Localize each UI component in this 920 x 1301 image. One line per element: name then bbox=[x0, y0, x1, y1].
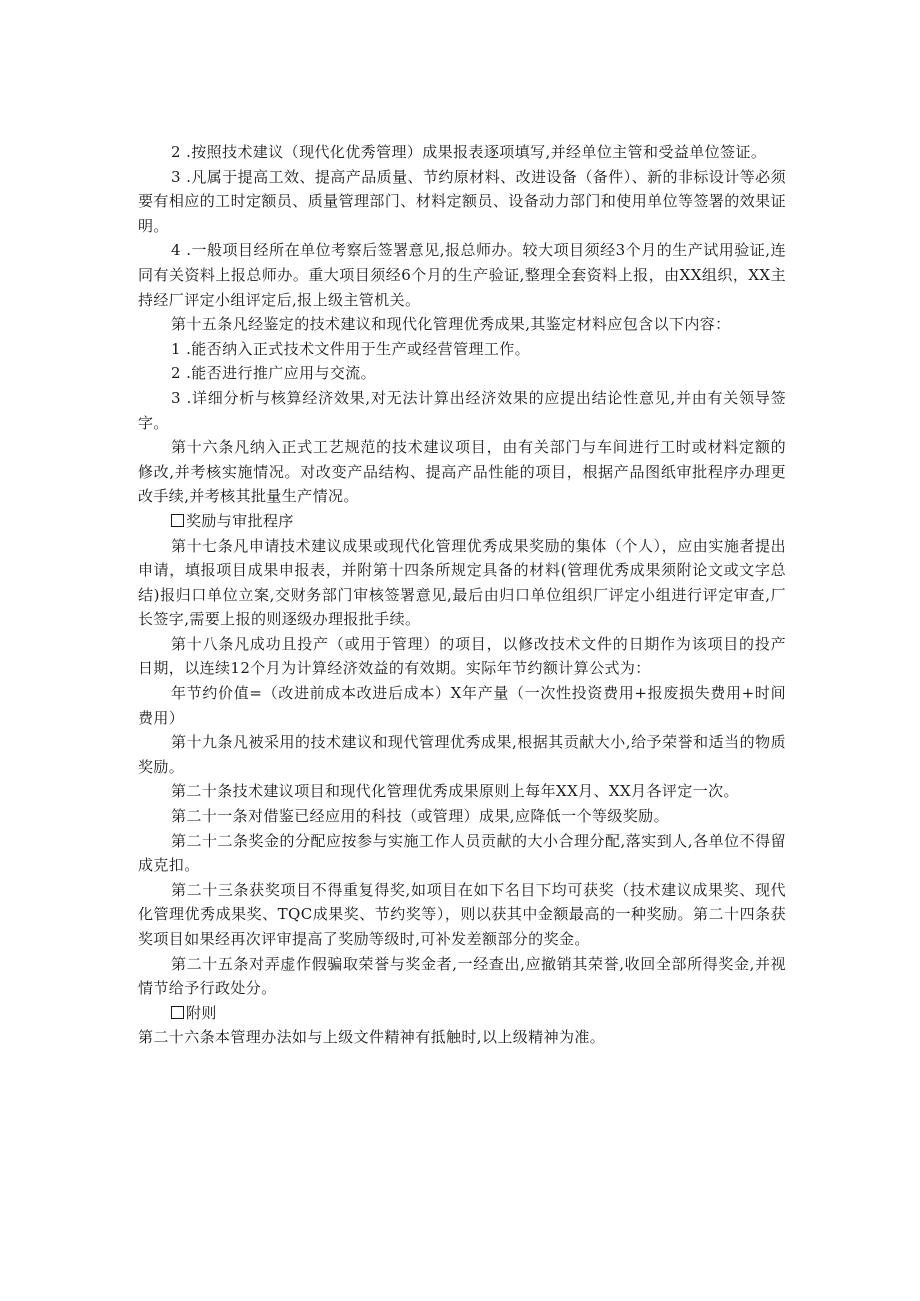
paragraph: 第十六条凡纳入正式工艺规范的技术建议项目，由有关部门与车间进行工时或材料定额的修改,并考核实施情况。对改变产品结构、提高产品性能的项目，根据产品图纸审批程序办理更改手续,并考核其批量生产情况。 bbox=[138, 438, 786, 506]
section-heading-appendix bbox=[138, 1001, 786, 1026]
formula-paragraph: 年节约价值=（改进前成本改进后成本）X年产量（一次性投资费用+报废损失费用+时间费用） bbox=[138, 684, 786, 727]
paragraph: 第二十条技术建议项目和现代化管理优秀成果原则上每年XX月、XX月各评定一次。 bbox=[171, 782, 739, 801]
paragraph: 第十八条凡成功且投产（或用于管理）的项目，以修改技术文件的日期作为该项目的投产日期，以连续12个月为计算经济效益的有效期。实际年节约额计算公式为： bbox=[138, 634, 786, 678]
paragraph: 3 .凡属于提高工效、提高产品质量、节约原材料、改进设备（备件）、新的非标设计等必须要有相应的工时定额员、质量管理部门、材料定额员、设备动力部门和使用单位等签署的效果证明。 bbox=[138, 167, 786, 235]
section-heading-text: 奖励与审批程序 bbox=[186, 511, 294, 530]
paragraph: 第二十五条对弄虚作假骗取荣誉与奖金者,一经查出,应撤销其荣誉,收回全部所得奖金,并视情节给予行政处分。 bbox=[138, 954, 786, 998]
checkbox-square-icon bbox=[171, 1006, 184, 1019]
final-paragraph: 第二十六条本管理办法如与上级文件精神有抵触时,以上级精神为准。 bbox=[138, 1028, 606, 1047]
paragraph: 3 .详细分析与核算经济效果,对无法计算出经济效果的应提出结论性意见,并由有关领导签字。 bbox=[138, 388, 786, 432]
paragraph: 第十九条凡被采用的技术建议和现代管理优秀成果,根据其贡献大小,给予荣誉和适当的物质奖励。 bbox=[138, 733, 786, 776]
paragraph: 2 .按照技术建议（现代化优秀管理）成果报表逐项填写,并经单位主管和受益单位签证。 bbox=[171, 143, 767, 161]
section-heading-text: 附则 bbox=[186, 1003, 217, 1022]
paragraph: 第二十三条获奖项目不得重复得奖,如项目在如下名目下均可获奖（技术建议成果奖、现代化管理优秀成果奖、TQC成果奖、节约奖等），则以获其中金额最高的一种奖励。第二十四条获奖项目如果经再次评审提高了奖励等级时,可补发差额部分的奖金。 bbox=[138, 880, 786, 948]
paragraph: 2 .能否进行推广应用与交流。 bbox=[171, 364, 377, 383]
paragraph: 第十五条凡经鉴定的技术建议和现代化管理优秀成果,其鉴定材料应包含以下内容： bbox=[171, 315, 731, 334]
paragraph: 4 .一般项目经所在单位考察后签署意见,报总师办。较大项目须经3个月的生产试用验证,连同有关资料上报总师办。重大项目须经6个月的生产验证,整理全套资料上报，由XX组织，XX主持经厂评定小组评定后,报上级主管机关。 bbox=[138, 241, 786, 309]
section-heading-reward bbox=[138, 509, 786, 534]
paragraph: 1 .能否纳入正式技术文件用于生产或经营管理工作。 bbox=[171, 339, 531, 358]
document-body bbox=[138, 140, 786, 1050]
paragraph: 第十七条凡申请技术建议成果或现代化管理优秀成果奖励的集体（个人），应由实施者提出申请，填报项目成果申报表，并附第十四条所规定具备的材料(管理优秀成果须附论文或文字总结)报归口单位立案,交财务部门审核签署意见,最后由归口单位组织厂评定小组进行评定审查,厂长签字,需要上报的则逐级办理报批手续。 bbox=[138, 536, 786, 629]
checkbox-square-icon bbox=[171, 514, 184, 527]
paragraph: 第二十二条奖金的分配应按参与实施工作人员贡献的大小合理分配,落实到人,各单位不得留成克扣。 bbox=[138, 831, 786, 875]
paragraph: 第二十一条对借鉴已经应用的科技（或管理）成果,应降低一个等级奖励。 bbox=[171, 807, 669, 826]
